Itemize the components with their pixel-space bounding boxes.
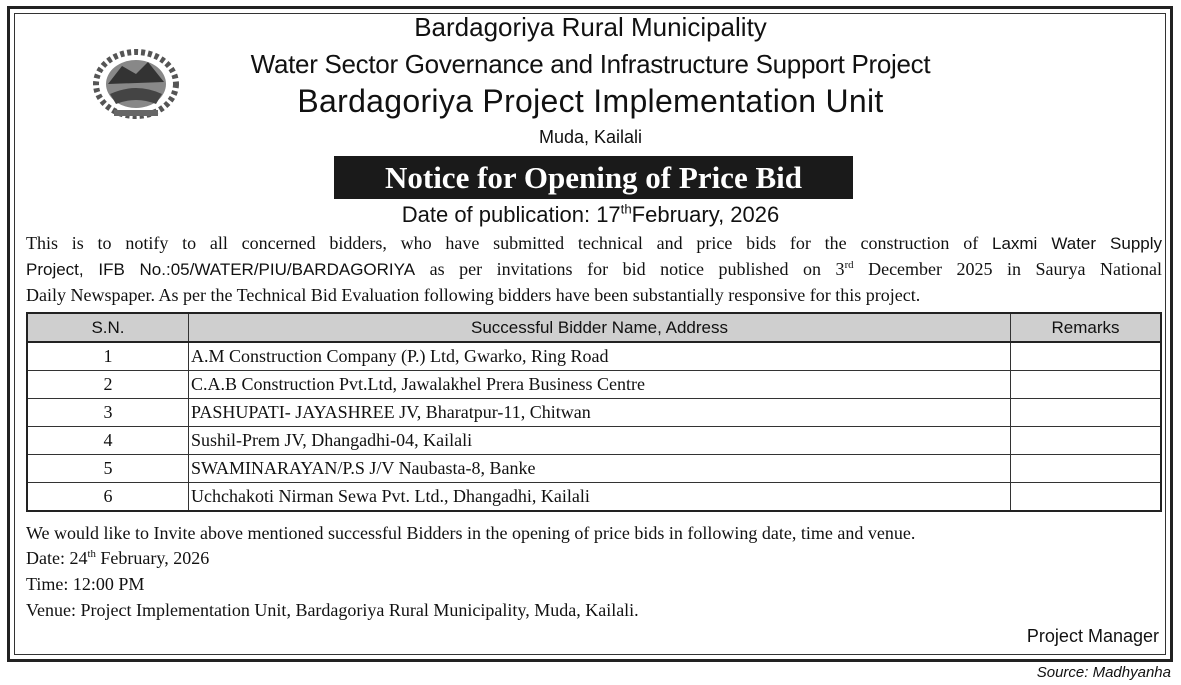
col-remarks: Remarks <box>1011 313 1162 342</box>
date-prefix: Date: 24 <box>26 548 88 568</box>
table-row <box>27 371 1161 399</box>
cell-bidder-name: PASHUPATI- JAYASHREE JV, Bharatpur-11, Chitwan <box>189 399 1011 427</box>
col-bidder: Successful Bidder Name, Address <box>189 313 1011 342</box>
municipality-name: Bardagoriya Rural Municipality <box>414 12 767 42</box>
table-row <box>27 342 1161 371</box>
ifb-number: Project, IFB No.:05/WATER/PIU/BARDAGORIYA <box>26 260 416 279</box>
cell-sn: 6 <box>27 483 189 512</box>
project-title: Laxmi Water Supply <box>991 234 1163 253</box>
notice-title: Notice for Opening of Price Bid <box>334 156 853 199</box>
cell-bidder-name: A.M Construction Company (P.) Ltd, Gwarko, Ring Road <box>189 342 1011 371</box>
intro-line-2 <box>26 256 1162 282</box>
col-sn: S.N. <box>27 313 189 342</box>
intro-line-1 <box>26 230 1162 256</box>
cell-sn: 4 <box>27 427 189 455</box>
cell-remarks <box>1011 427 1162 455</box>
project-name: Water Sector Governance and Infrastructure Support Project <box>250 49 931 79</box>
pub-date-prefix: Date of publication: 17 <box>401 202 621 227</box>
table-row <box>27 427 1161 455</box>
cell-sn: 1 <box>27 342 189 371</box>
intro-sup: rd <box>844 259 854 271</box>
date-suffix: February, 2026 <box>100 548 210 568</box>
cell-remarks <box>1011 371 1162 399</box>
invitation-text: We would like to Invite above mentioned successful Bidders in the opening of price bids in following date, time and venue. <box>26 523 916 543</box>
cell-sn: 3 <box>27 399 189 427</box>
location: Muda, Kailali <box>538 127 643 147</box>
table-row <box>27 483 1161 512</box>
cell-remarks <box>1011 455 1162 483</box>
cell-sn: 2 <box>27 371 189 399</box>
cell-remarks <box>1011 483 1162 512</box>
pub-date-sup: th <box>620 201 632 217</box>
signature: Project Manager <box>1026 626 1159 646</box>
venue: Venue: Project Implementation Unit, Bardagoriya Rural Municipality, Muda, Kailali. <box>26 600 639 620</box>
cell-remarks <box>1011 342 1162 371</box>
table-row <box>27 455 1161 483</box>
intro-line-3: Daily Newspaper. As per the Technical Bid Evaluation following bidders have been substantially responsive for this project. <box>26 285 921 305</box>
table-row <box>27 399 1161 427</box>
cell-bidder-name: SWAMINARAYAN/P.S J/V Naubasta-8, Banke <box>189 455 1011 483</box>
intro-paragraph <box>26 230 1162 308</box>
table-header-row <box>27 313 1161 342</box>
cell-bidder-name: Sushil-Prem JV, Dhangadhi-04, Kailali <box>189 427 1011 455</box>
pub-date-suffix: February, 2026 <box>631 202 780 227</box>
publication-date <box>0 202 1181 228</box>
date-sup: th <box>87 548 96 560</box>
opening-time: Time: 12:00 PM <box>26 574 145 594</box>
intro-text: as per invitations for bid notice published on 3 <box>429 259 845 279</box>
bidders-table <box>26 312 1162 512</box>
cell-sn: 5 <box>27 455 189 483</box>
intro-text: This is to notify to all concerned bidders, who have submitted technical and price bids for the construction of <box>26 233 979 253</box>
cell-remarks <box>1011 399 1162 427</box>
source-credit: Source: Madhyanha <box>1036 664 1171 681</box>
opening-date <box>26 548 209 569</box>
cell-bidder-name: Uchchakoti Nirman Sewa Pvt. Ltd., Dhangadhi, Kailali <box>189 483 1011 512</box>
intro-text: December 2025 in Saurya National <box>868 259 1163 279</box>
unit-name: Bardagoriya Project Implementation Unit <box>297 83 884 119</box>
cell-bidder-name: C.A.B Construction Pvt.Ltd, Jawalakhel Prera Business Centre <box>189 371 1011 399</box>
